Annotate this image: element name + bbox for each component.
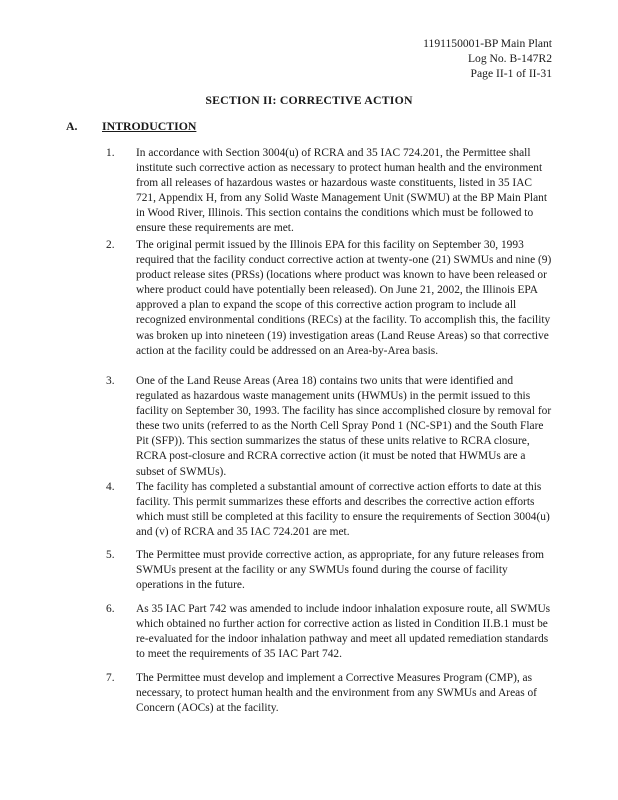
paragraph-number: 4.	[106, 481, 115, 493]
paragraph-5	[106, 548, 552, 593]
paragraph-number: 2.	[106, 239, 115, 251]
paragraph-text: One of the Land Reuse Areas (Area 18) contains two units that were identified and regulated as hazardous waste management units (HWMUs) in the permit issued to this facility on September 30, 1993. The facility has since accomplished closure by removal for these two units (referred to as the North Cell Spray Pond 1 (NC-SP1) and the South Flare Pit (SFP)). This section summarizes the status of these units relative to RCRA closure, RCRA post-closure and RCRA corrective action (it must be noted that HWMUs are a subset of SWMUs).	[136, 375, 552, 478]
paragraph-text: As 35 IAC Part 742 was amended to include indoor inhalation exposure route, all SWMUs which obtained no further action for corrective action as listed in Condition II.B.1 must be re-evaluated for the indoor inhalation pathway and meet all updated remediation standards to meet the requirements of 35 IAC Part 742.	[136, 603, 551, 661]
paragraph-7	[106, 671, 552, 716]
page-header	[423, 36, 552, 81]
header-facility-id: 1191150001-BP Main Plant	[423, 37, 552, 50]
subsection-title: INTRODUCTION	[102, 119, 197, 133]
paragraph-number: 3.	[106, 375, 115, 387]
subsection-letter: A.	[66, 119, 78, 133]
paragraph-1	[106, 146, 552, 237]
paragraph-6	[106, 602, 552, 662]
paragraph-2	[106, 238, 552, 359]
paragraph-text: The Permittee must develop and implement a Corrective Measures Program (CMP), as necessary, to protect human health and the environment from any SWMUs and Areas of Concern (AOCs) at the facility.	[136, 672, 537, 715]
header-log-number: Log No. B-147R2	[467, 52, 552, 65]
paragraph-text: The facility has completed a substantial amount of corrective action efforts to date at this facility. This permit summarizes these efforts and describes the corrective action efforts which must still be completed at this facility to ensure the requirements of Section 3004(u) and (v) of RCRA and 35 IAC 724.201 are met.	[136, 481, 550, 539]
header-page-number: Page II-1 of II-31	[470, 67, 552, 80]
paragraph-number: 6.	[106, 603, 115, 615]
paragraph-text: In accordance with Section 3004(u) of RCRA and 35 IAC 724.201, the Permittee shall institute such corrective action as necessary to protect human health and the environment from all releases of hazardous wastes or hazardous waste constituents, listed in 35 IAC 721, Appendix H, from any Solid Waste Management Unit (SWMU) at the BP Main Plant in Wood River, Illinois. This section contains the conditions which must be followed to ensure these requirements are met.	[136, 147, 547, 235]
paragraph-number: 5.	[106, 549, 115, 561]
paragraph-3	[106, 374, 552, 480]
paragraph-text: The original permit issued by the Illinois EPA for this facility on September 30, 1993 required that the facility conduct corrective action at twenty-one (21) SWMUs and nine (9) product release sites (PRSs) (locations where product was known to have been released or where product could have potentially been released). On June 21, 2002, the Illinois EPA approved a plan to expand the scope of this corrective action program to include all recognized environmental conditions (RECs) at the facility. To accomplish this, the facility was broken up into nineteen (19) investigation areas (Land Reuse Areas) so that corrective action at the facility could be addressed on an Area-by-Area basis.	[136, 239, 552, 357]
subsection-heading	[66, 119, 196, 134]
paragraph-number: 1.	[106, 147, 115, 159]
paragraph-text: The Permittee must provide corrective action, as appropriate, for any future releases from SWMUs present at the facility or any SWMUs found during the course of facility operations in the future.	[136, 549, 544, 592]
paragraph-4	[106, 480, 552, 540]
paragraph-number: 7.	[106, 672, 115, 684]
section-title: SECTION II: CORRECTIVE ACTION	[205, 93, 413, 107]
